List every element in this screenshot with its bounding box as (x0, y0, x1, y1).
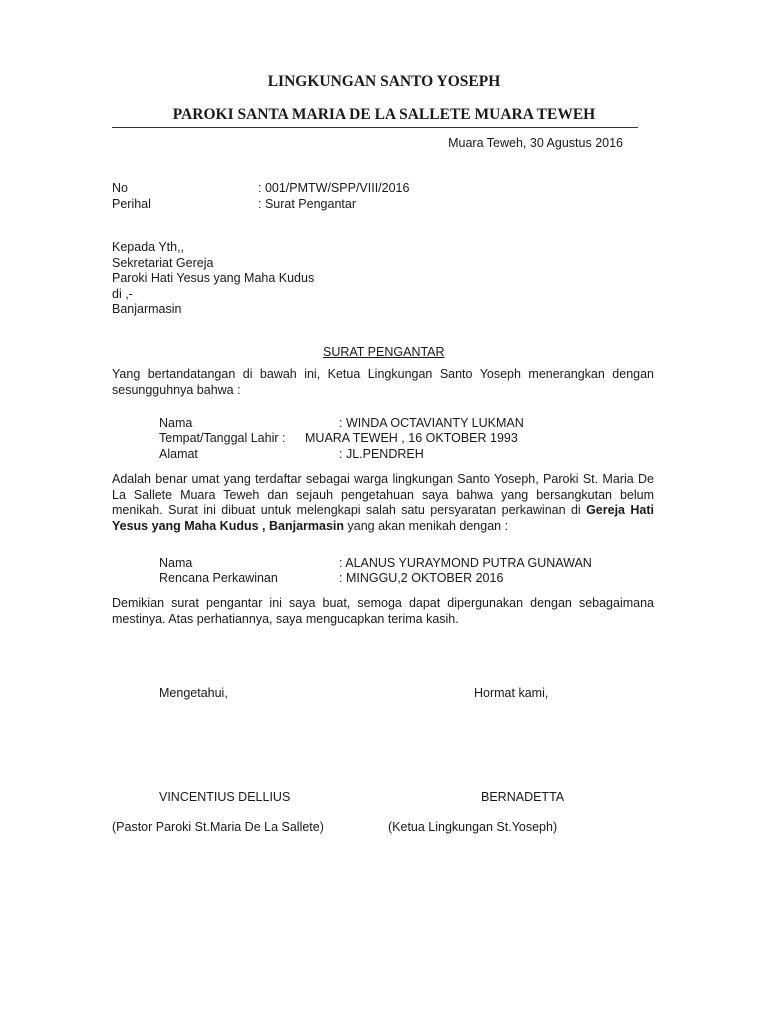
person2-nama-value: : ALANUS YURAYMOND PUTRA GUNAWAN (339, 556, 592, 570)
person2-rencana-label: Rencana Perkawinan (159, 571, 278, 585)
recipient-line: Banjarmasin (112, 302, 182, 316)
recipient-line: Sekretariat Gereja (112, 255, 214, 270)
signature-right-heading: Hormat kami, (474, 686, 549, 700)
signature-right-role: (Ketua Lingkungan St.Yoseph) (388, 820, 558, 834)
body-church-name: Gereja Hati Yesus yang Maha Kudus , Banjarmasin (112, 503, 654, 533)
recipient-line: Paroki Hati Yesus yang Maha Kudus (112, 271, 315, 285)
no-label: No (112, 181, 128, 195)
signature-left-role: (Pastor Paroki St.Maria De La Sallete) (112, 820, 324, 834)
recipient-line: di ,- (112, 286, 133, 301)
header-divider (112, 127, 638, 128)
header-line-2: PAROKI SANTA MARIA DE LA SALLETE MUARA TEWEH (172, 106, 596, 123)
recipient-block (112, 240, 314, 318)
body-paragraph (112, 472, 654, 534)
recipient-line: Kepada Yth,, (112, 240, 185, 254)
perihal-value: : Surat Pengantar (258, 197, 356, 211)
person1-alamat-label: Alamat (159, 447, 198, 461)
signature-left-heading: Mengetahui, (159, 686, 228, 700)
header-line-1: LINGKUNGAN SANTO YOSEPH (267, 73, 501, 90)
closing-paragraph: Demikian surat pengantar ini saya buat, semoga dapat dipergunakan dengan sebagaimana mestinya. Atas perhatiannya, saya mengucapkan terima kasih. (112, 596, 654, 626)
person2-nama-label: Nama (159, 556, 193, 570)
perihal-label: Perihal (112, 197, 151, 211)
letter-title: SURAT PENGANTAR (323, 345, 445, 359)
person1-ttl-label: Tempat/Tanggal Lahir : (159, 431, 286, 445)
letter-date: Muara Teweh, 30 Agustus 2016 (448, 136, 623, 150)
intro-paragraph: Yang bertandatangan di bawah ini, Ketua Lingkungan Santo Yoseph menerangkan dengan sesungguhnya bahwa : (112, 367, 654, 397)
no-value: : 001/PMTW/SPP/VIII/2016 (258, 181, 410, 195)
person1-ttl-value: MUARA TEWEH , 16 OKTOBER 1993 (305, 431, 518, 445)
person1-alamat-value: : JL.PENDREH (339, 447, 424, 461)
person2-rencana-value: : MINGGU,2 OKTOBER 2016 (339, 571, 504, 585)
body-text-part2: yang akan menikah dengan : (347, 518, 509, 533)
person1-nama-label: Nama (159, 416, 193, 430)
person1-nama-value: : WINDA OCTAVIANTY LUKMAN (339, 416, 524, 430)
body-text-part1: Adalah benar umat yang terdaftar sebagai warga lingkungan Santo Yoseph, Paroki St. Maria De La Sallete Muara Teweh dan sejauh pengetahuan saya bahwa yang bersangkutan belum menikah. Surat ini dibuat untuk melengkapi salah satu persyaratan perkawinan di (112, 472, 654, 517)
signature-right-name: BERNADETTA (481, 790, 565, 804)
signature-left-name: VINCENTIUS DELLIUS (159, 790, 291, 804)
